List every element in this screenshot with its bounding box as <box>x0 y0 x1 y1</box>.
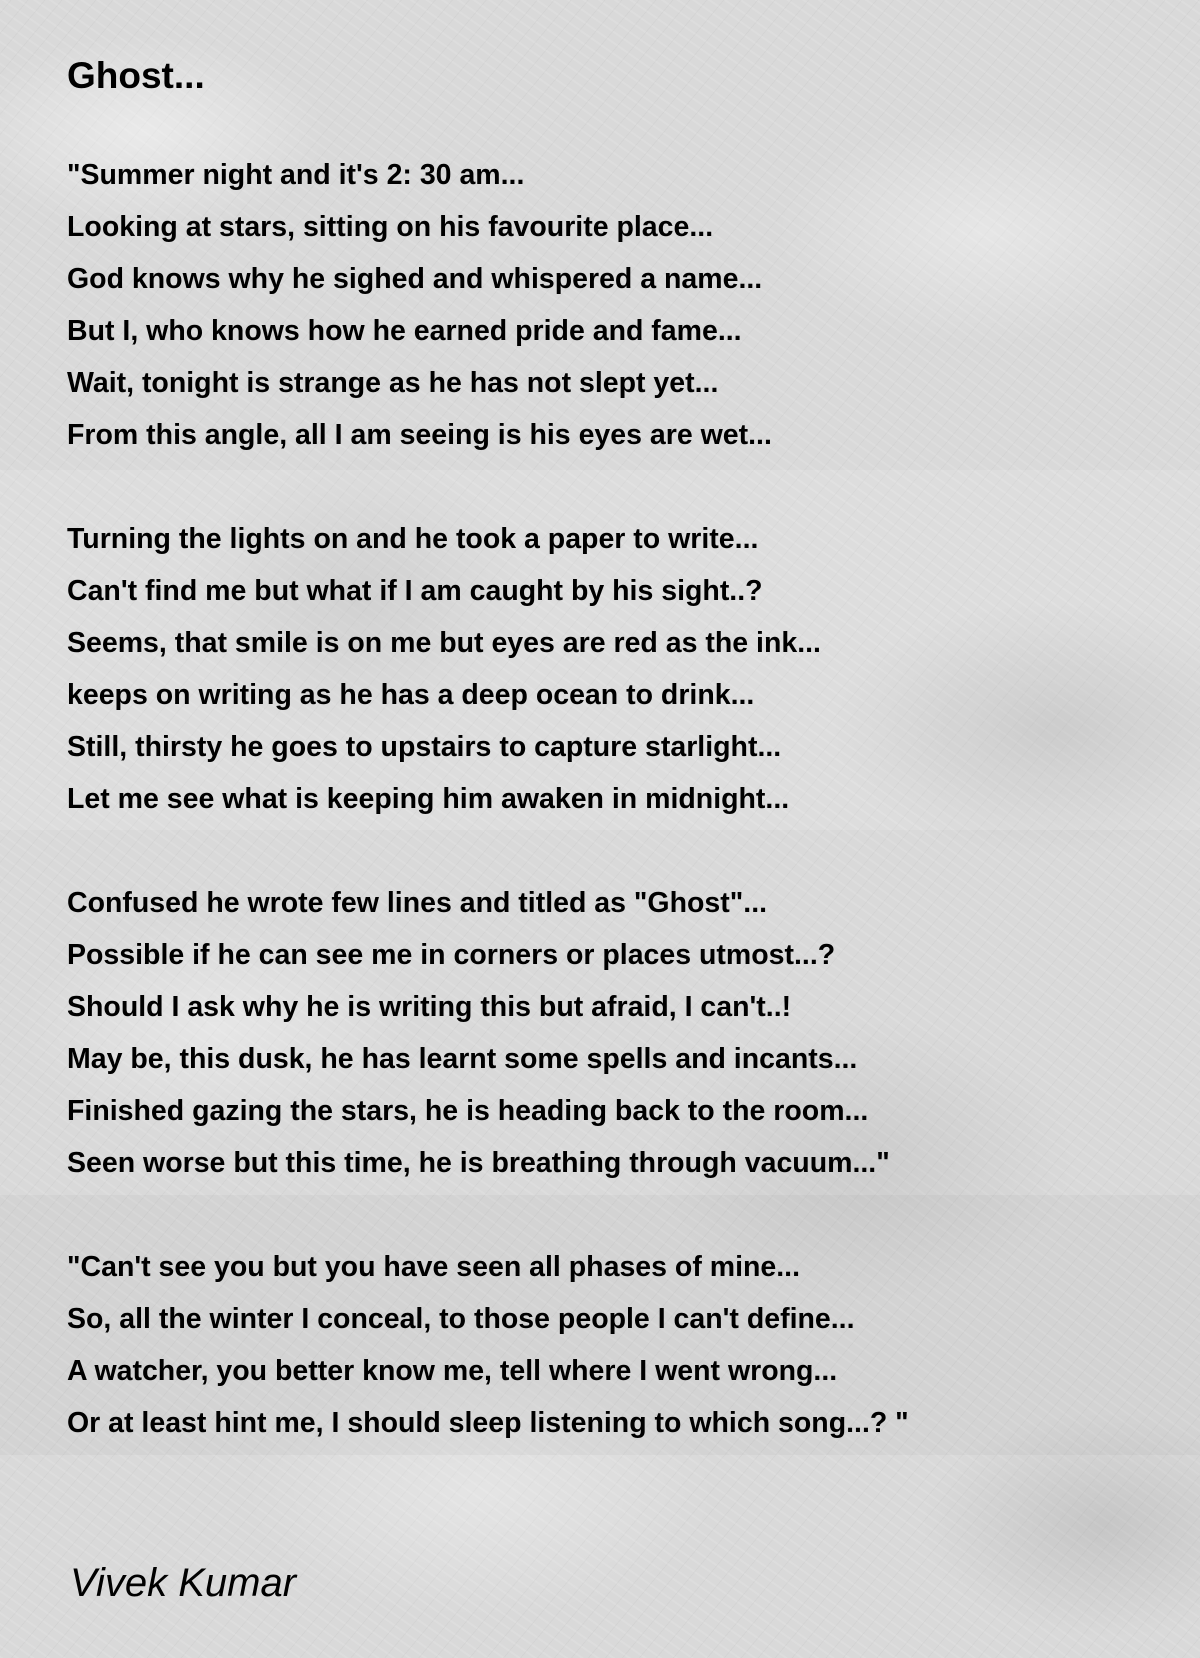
poem-line: A watcher, you better know me, tell where I went wrong... <box>67 1355 838 1387</box>
poem-line: God knows why he sighed and whispered a name... <box>67 263 763 295</box>
poem-line: Seems, that smile is on me but eyes are red as the ink... <box>67 627 821 659</box>
poem-line: So, all the winter I conceal, to those people I can't define... <box>67 1303 855 1335</box>
poem-line: But I, who knows how he earned pride and fame... <box>67 315 742 347</box>
stanza-1 <box>67 149 1167 461</box>
poem-line: Turning the lights on and he took a paper to write... <box>67 523 759 555</box>
poem-title: Ghost... <box>67 55 205 96</box>
poem-line: Looking at stars, sitting on his favourite place... <box>67 211 714 243</box>
stanza-4 <box>67 1241 1167 1449</box>
poem-line: "Summer night and it's 2: 30 am... <box>67 159 525 191</box>
poem-line: Finished gazing the stars, he is heading back to the room... <box>67 1095 869 1127</box>
poem-line: May be, this dusk, he has learnt some spells and incants... <box>67 1043 858 1075</box>
poem-line: Can't find me but what if I am caught by his sight..? <box>67 575 763 607</box>
poem-line: Wait, tonight is strange as he has not slept yet... <box>67 367 719 399</box>
poem-line: Still, thirsty he goes to upstairs to capture starlight... <box>67 731 782 763</box>
author-name: Vivek Kumar <box>70 1561 297 1605</box>
stanza-2 <box>67 513 1167 825</box>
poem-line: Let me see what is keeping him awaken in midnight... <box>67 783 790 815</box>
poem-line: keeps on writing as he has a deep ocean to drink... <box>67 679 755 711</box>
poem-line: "Can't see you but you have seen all phases of mine... <box>67 1251 800 1283</box>
poem-line: Or at least hint me, I should sleep listening to which song...? " <box>67 1407 909 1439</box>
poem-line: From this angle, all I am seeing is his eyes are wet... <box>67 419 772 451</box>
stanza-3 <box>67 877 1167 1189</box>
poem-line: Possible if he can see me in corners or places utmost...? <box>67 939 836 971</box>
poem-line: Should I ask why he is writing this but afraid, I can't..! <box>67 991 792 1023</box>
poem-body <box>67 149 1167 1501</box>
poem-line: Seen worse but this time, he is breathing through vacuum..." <box>67 1147 890 1179</box>
poem-line: Confused he wrote few lines and titled as "Ghost"... <box>67 887 768 919</box>
